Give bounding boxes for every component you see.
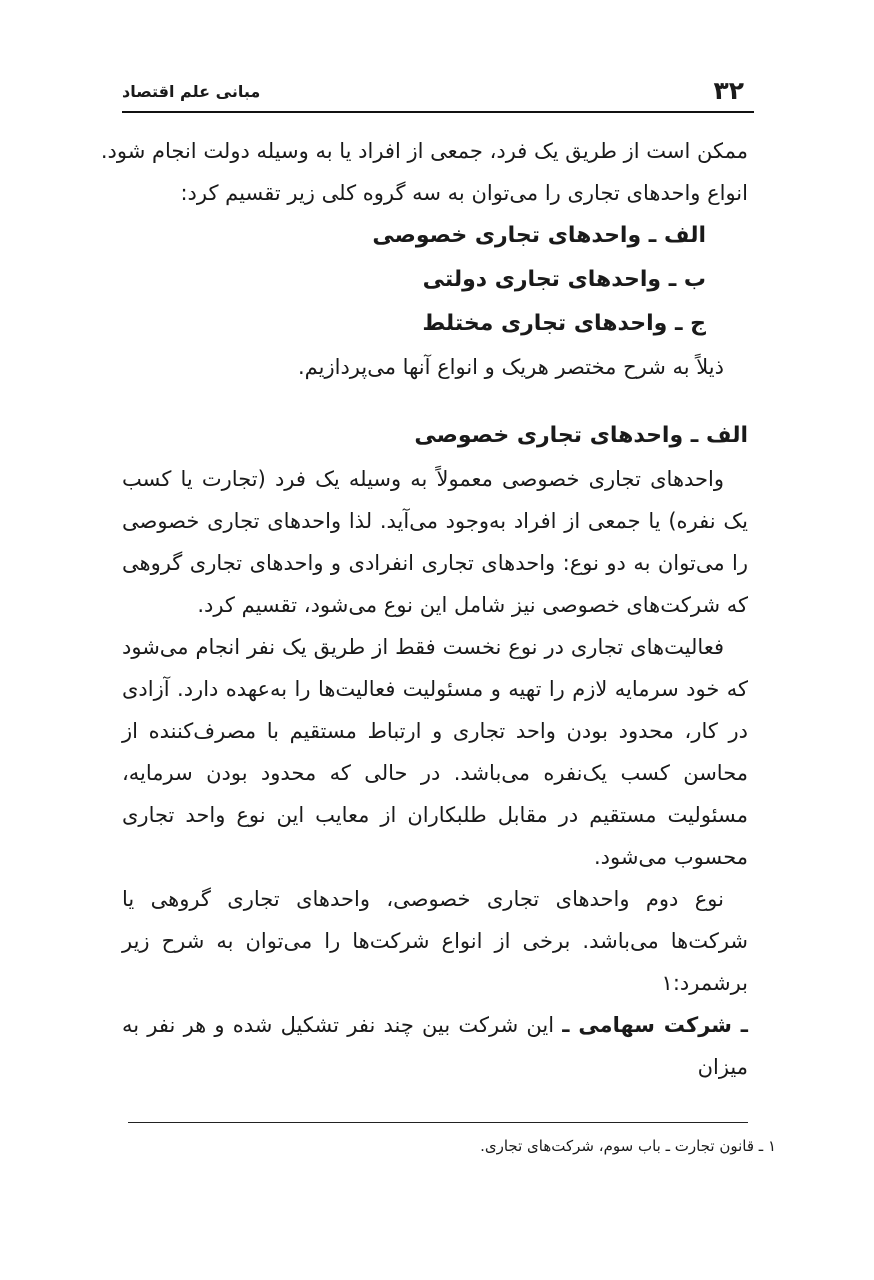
list-item-private: الف ـ واحدهای تجاری خصوصی bbox=[372, 223, 706, 248]
paragraph-4 bbox=[122, 1004, 748, 1088]
paragraph-4-text: این شرکت بین چند نفر تشکیل شده و هر نفر به میزان bbox=[122, 1013, 748, 1079]
list-outro: ذیلاً به شرح مختصر هریک و انواع آنها می‌پردازیم. bbox=[297, 355, 724, 379]
running-header bbox=[122, 74, 744, 108]
page-number: ۳۲ bbox=[713, 76, 744, 105]
header-rule bbox=[122, 111, 754, 113]
paragraph-2: فعالیت‌های تجاری در نوع نخست فقط از طریق یک نفر انجام می‌شود که خود سرمایه لازم را تهیه و مسئولیت فعالیت‌ها را به‌عهده دارد. آزادی در کار، محدود بودن واحد تجاری و ارتباط مستقیم با مصرف‌کننده از محاسن کسب یک‌نفره می‌باشد. در حالی که محدود بودن سرمایه، مسئولیت مستقیم در مقابل طلبکاران از معایب این نوع واحد تجاری محسوب می‌شود. bbox=[122, 635, 748, 869]
list-item-mixed: ج ـ واحدهای تجاری مختلط bbox=[422, 311, 706, 336]
paragraph-4-term: ـ شرکت سهامی ـ bbox=[562, 1013, 748, 1037]
footnote: ۱ ـ قانون تجارت ـ باب سوم، شرکت‌های تجاری. bbox=[480, 1137, 776, 1155]
paragraph-3: نوع دوم واحدهای تجاری خصوصی، واحدهای تجاری گروهی یا شرکت‌ها می‌باشد. برخی از انواع شرکت‌ها را می‌توان به شرح زیر برشمرد:۱ bbox=[122, 887, 748, 995]
category-list bbox=[122, 214, 748, 346]
book-title: مبانی علم اقتصاد bbox=[122, 82, 261, 101]
intro-line-2: انواع واحدهای تجاری را می‌توان به سه گروه کلی زیر تقسیم کرد: bbox=[180, 181, 748, 205]
footnote-rule bbox=[128, 1122, 748, 1123]
intro-line-1: ممکن است از طریق یک فرد، جمعی از افراد یا به وسیله دولت انجام شود. bbox=[100, 139, 748, 163]
body-text bbox=[100, 130, 748, 1088]
list-item-state: ب ـ واحدهای تجاری دولتی bbox=[422, 267, 706, 292]
section-heading: الف ـ واحدهای تجاری خصوصی bbox=[414, 423, 748, 448]
paragraph-1: واحدهای تجاری خصوصی معمولاً به وسیله یک فرد (تجارت یا کسب یک نفره) یا جمعی از افراد به‌وجود می‌آید. لذا واحدهای تجاری خصوصی را می‌توان به دو نوع: واحدهای تجاری انفرادی و واحدهای تجاری گروهی که شرکت‌های خصوصی نیز شامل این نوع می‌شود، تقسیم کرد. bbox=[122, 467, 748, 617]
